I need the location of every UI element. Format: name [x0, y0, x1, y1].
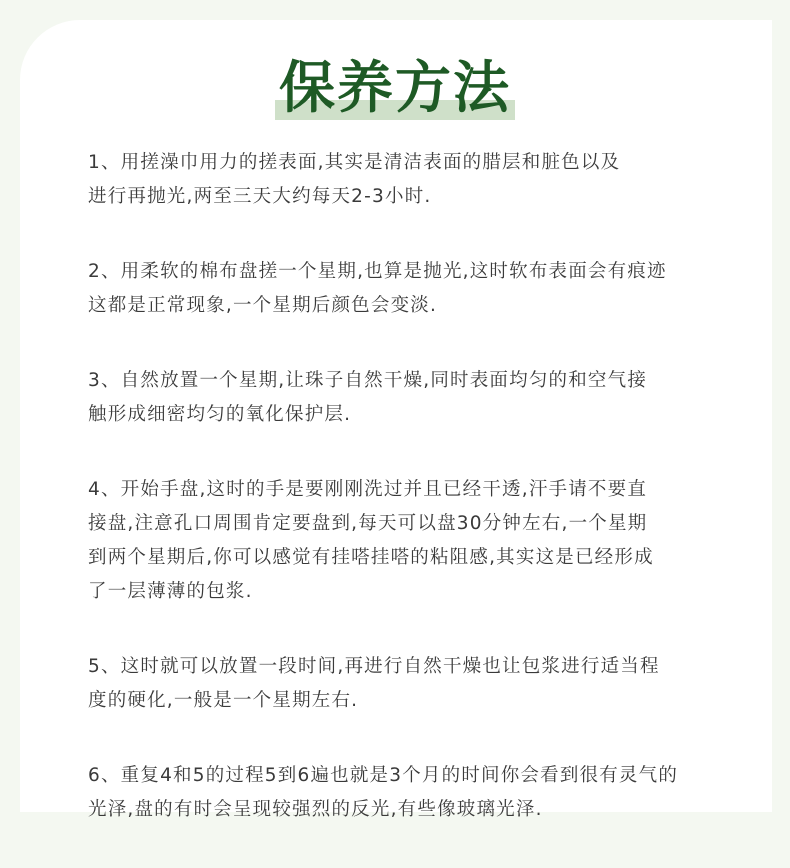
paragraph-line: 度的硬化,一般是一个星期左右. — [88, 690, 359, 711]
page-title-text: 保养方法 — [279, 55, 511, 121]
paragraph-line: 进行再抛光,两至三天大约每天2-3小时. — [88, 186, 432, 207]
instruction-paragraph-4 — [88, 473, 728, 609]
instruction-paragraph-5 — [88, 650, 728, 718]
paragraph-line: 光泽,盘的有时会呈现较强烈的反光,有些像玻璃光泽. — [88, 799, 543, 820]
title-section — [0, 54, 790, 122]
page-title — [275, 54, 515, 122]
instruction-paragraph-2 — [88, 255, 728, 323]
care-instructions — [88, 146, 728, 868]
paragraph-line: 3、自然放置一个星期,让珠子自然干燥,同时表面均匀的和空气接 — [88, 370, 648, 391]
instruction-paragraph-1 — [88, 146, 728, 214]
paragraph-line: 6、重复4和5的过程5到6遍也就是3个月的时间你会看到很有灵气的 — [88, 765, 679, 786]
paragraph-line: 这都是正常现象,一个星期后颜色会变淡. — [88, 295, 438, 316]
paragraph-line: 到两个星期后,你可以感觉有挂嗒挂嗒的粘阻感,其实这是已经形成 — [88, 547, 654, 568]
paragraph-line: 5、这时就可以放置一段时间,再进行自然干燥也让包浆进行适当程 — [88, 656, 660, 677]
paragraph-line: 接盘,注意孔口周围肯定要盘到,每天可以盘30分钟左右,一个星期 — [88, 513, 648, 534]
paragraph-line: 触形成细密均匀的氧化保护层. — [88, 404, 352, 425]
paragraph-line: 4、开始手盘,这时的手是要刚刚洗过并且已经干透,汗手请不要直 — [88, 479, 648, 500]
paragraph-line: 了一层薄薄的包浆. — [88, 581, 253, 602]
instruction-paragraph-6 — [88, 759, 728, 827]
paragraph-line: 2、用柔软的棉布盘搓一个星期,也算是抛光,这时软布表面会有痕迹 — [88, 261, 667, 282]
paragraph-line: 1、用搓澡巾用力的搓表面,其实是清洁表面的腊层和脏色以及 — [88, 152, 621, 173]
instruction-paragraph-3 — [88, 364, 728, 432]
